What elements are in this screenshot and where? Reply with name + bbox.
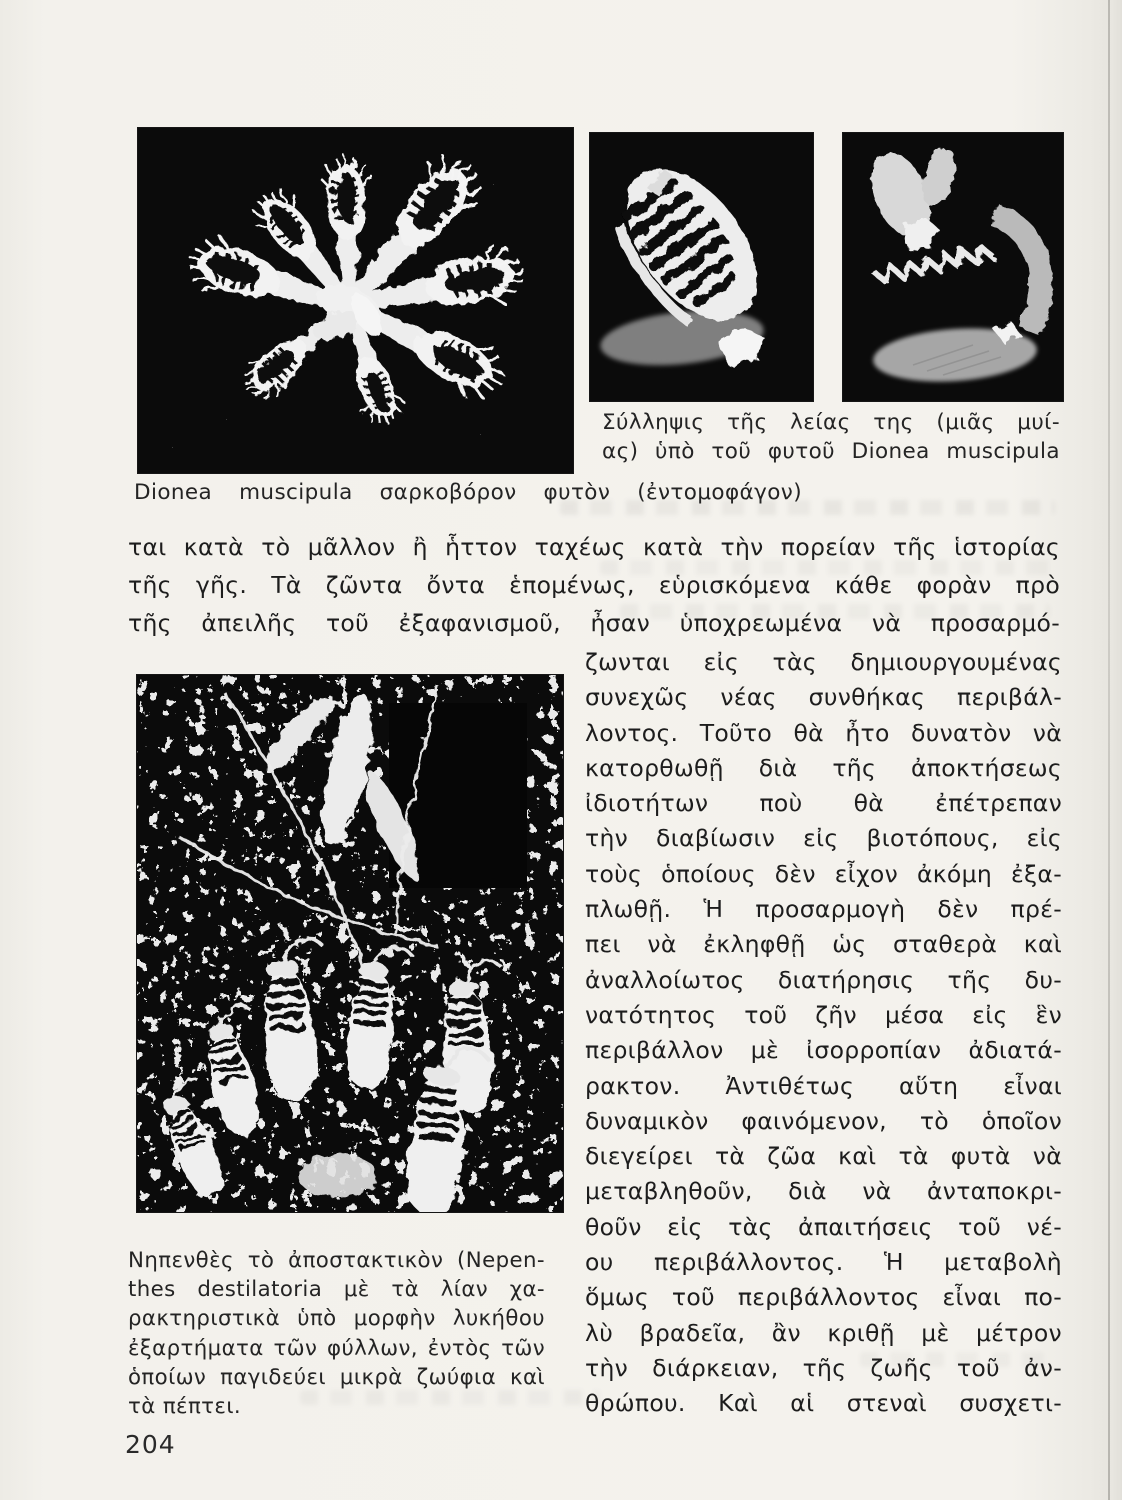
text-line: τῆς ἀπειλῆς τοῦ ἐξαφανισμοῦ, ἦσαν ὑποχρεωμένα νὰ προσαρμό- <box>128 609 1060 637</box>
text-line: θρώπου. Καὶ αἱ στεναὶ συσχετι- <box>585 1389 1062 1418</box>
page-edge-shade <box>1110 0 1122 1500</box>
trap-capture-illustration-1 <box>590 133 813 401</box>
text-line: διεγείρει τὰ ζῶα καὶ τὰ φυτὰ νὰ <box>585 1142 1062 1171</box>
print-bleed-artifact <box>300 1390 600 1405</box>
print-bleed-artifact <box>600 560 1050 575</box>
text-line: ρακτον. Ἀντιθέτως αὕτη εἶναι <box>585 1071 1062 1100</box>
dionea-trap-capture-photo-2 <box>843 133 1063 401</box>
text-line: μεταβληθοῦν, διὰ νὰ ἀνταποκρι- <box>585 1177 1062 1206</box>
nepenthes-illustration <box>137 675 563 1212</box>
text-line: τὴν διαβίωσιν εἰς βιοτόπους, εἰς <box>585 824 1062 853</box>
dionea-rosette-photo <box>138 128 573 473</box>
body-column <box>585 645 1062 1422</box>
caption-line: Dionea muscipula σαρκοβόρον φυτὸν (ἐντομοφάγον) <box>134 480 802 505</box>
caption-line: thes destilatoria μὲ τὰ λίαν χα- <box>128 1277 545 1303</box>
print-bleed-artifact <box>560 500 1055 515</box>
text-line: πλωθῇ. Ἡ προσαρμογὴ δὲν πρέ- <box>585 895 1062 924</box>
caption-line: Νηπενθὲς τὸ ἀποστακτικὸν (Nepen- <box>128 1248 545 1273</box>
text-line: δυναμικὸν φαινόμενον, τὸ ὁποῖον <box>585 1106 1062 1135</box>
text-line: πει νὰ ἐκληφθῇ ὡς σταθερὰ καὶ <box>585 930 1062 959</box>
caption-dionea-prey <box>602 408 1060 466</box>
text-line: λοντος. Τοῦτο θὰ ἦτο δυνατὸν νὰ <box>585 718 1062 747</box>
text-line: λὺ βραδεῖα, ἂν κριθῇ μὲ μέτρον <box>585 1318 1062 1347</box>
page-edge-line <box>1108 0 1110 1500</box>
print-bleed-artifact <box>860 1352 1050 1367</box>
caption-line: τὰ πέπτει. <box>128 1394 242 1420</box>
text-line: νατότητος τοῦ ζῆν μέσα εἰς ἓν <box>585 1000 1062 1029</box>
text-line: περιβάλλον μὲ ἰσορροπίαν ἀδιατά- <box>585 1036 1062 1065</box>
caption-line: ἐξαρτήματα τῶν φύλλων, ἐντὸς τῶν <box>128 1335 545 1361</box>
text-line: ται κατὰ τὸ μᾶλλον ἢ ἧττον ταχέως κατὰ τὴν πορείαν τῆς ἱστορίας <box>128 533 1060 561</box>
text-line: τοὺς ὁποίους δὲν εἶχον ἀκόμη ἐξα- <box>585 859 1062 888</box>
caption-line: ὁποίων παγιδεύει μικρὰ ζωύφια καὶ <box>128 1364 545 1390</box>
text-line: τὴν διάρκειαν, τῆς ζωῆς τοῦ ἀν- <box>585 1353 1062 1382</box>
text-line: τῆς γῆς. Τὰ ζῶντα ὄντα ἑπομένως, εὑρισκόμενα κάθε φορὰν πρὸ <box>128 571 1060 599</box>
dionea-rosette-illustration <box>138 128 573 473</box>
print-bleed-artifact <box>620 604 1050 619</box>
text-line: κατορθωθῇ διὰ τῆς ἀποκτήσεως <box>585 753 1062 782</box>
text-line: ἰδιοτήτων ποὺ θὰ ἐπέτρεπαν <box>585 789 1062 818</box>
text-line: θοῦν εἰς τὰς ἀπαιτήσεις τοῦ νέ- <box>585 1212 1062 1241</box>
intro-paragraph <box>128 528 1060 642</box>
text-line: ζωνται εἰς τὰς δημιουργουμένας <box>585 648 1062 676</box>
text-line: συνεχῶς νέας συνθήκας περιβάλ- <box>585 683 1062 712</box>
caption-line: Σύλληψις τῆς λείας της (μιᾶς μυί- <box>602 410 1060 435</box>
trap-capture-illustration-2 <box>843 133 1063 401</box>
caption-line: ρακτηριστικὰ ὑπὸ μορφὴν λυκήθου <box>128 1306 545 1332</box>
text-line: ου περιβάλλοντος. Ἡ μεταβολὴ <box>585 1248 1062 1277</box>
dionea-trap-capture-photo-1 <box>590 133 813 401</box>
text-line: ἀναλλοίωτος διατήρησις τῆς δυ- <box>585 965 1062 994</box>
text-line: ὅμως τοῦ περιβάλλοντος εἶναι πο- <box>585 1283 1062 1312</box>
nepenthes-photo <box>137 675 563 1212</box>
page-number: 204 <box>125 1430 176 1459</box>
caption-line: ας) ὑπὸ τοῦ φυτοῦ Dionea muscipula <box>602 439 1060 464</box>
